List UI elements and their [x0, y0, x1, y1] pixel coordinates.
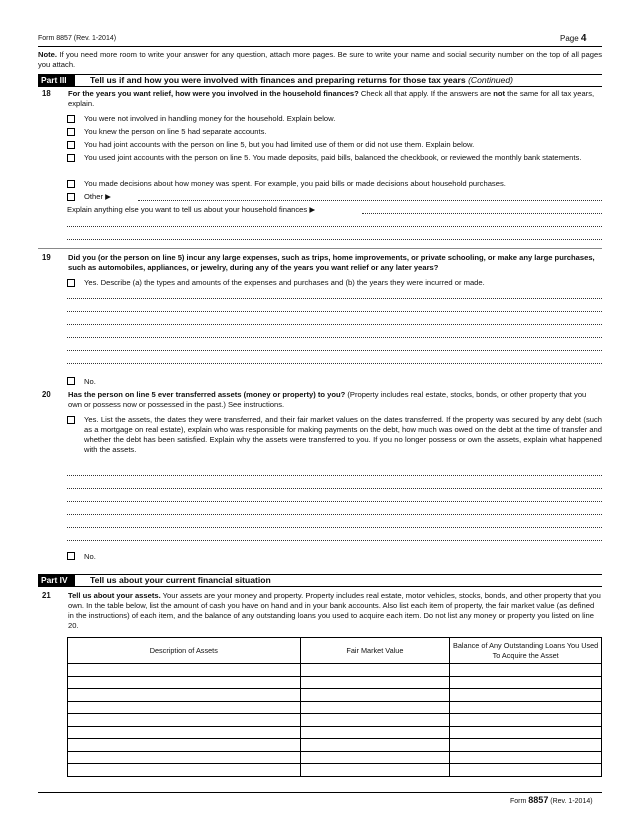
part3-label: Part III	[38, 75, 75, 86]
assets-header-description: Description of Assets	[68, 638, 301, 664]
q18-option-4-checkbox[interactable]	[67, 154, 75, 162]
q21-number: 21	[42, 591, 51, 600]
q20-yes-checkbox[interactable]	[67, 416, 75, 424]
q20-line-1[interactable]	[67, 475, 602, 476]
assets-header-loan-balance: Balance of Any Outstanding Loans You Used To Acquire the Asset	[450, 638, 602, 664]
q18-option-2-label: You knew the person on line 5 had separate accounts.	[84, 127, 267, 136]
part4-title: Tell us about your current financial situation	[90, 575, 271, 585]
q18-option-5-label: You made decisions about how money was spent. For example, you paid bills or made decisions about household purchases.	[84, 179, 506, 188]
table-row	[68, 701, 602, 714]
loan-cell[interactable]	[450, 739, 602, 752]
q18-explain-line-1[interactable]	[362, 213, 602, 214]
q20-line-5[interactable]	[67, 527, 602, 528]
table-row	[68, 676, 602, 689]
loan-cell[interactable]	[450, 701, 602, 714]
fmv-cell[interactable]	[300, 739, 450, 752]
q20-number: 20	[42, 390, 51, 399]
fmv-cell[interactable]	[300, 764, 450, 777]
q18-other-line[interactable]	[138, 200, 602, 201]
table-row	[68, 714, 602, 727]
q18-option-3-label: You had joint accounts with the person on line 5, but you had limited use of them or did not use them. Explain below.	[84, 140, 475, 149]
q19-yes-label: Yes. Describe (a) the types and amounts of the expenses and purchases and (b) the years they were incurred or made.	[84, 278, 485, 287]
assets-table	[67, 637, 602, 777]
fmv-cell[interactable]	[300, 751, 450, 764]
part4-label: Part IV	[38, 575, 75, 586]
description-cell[interactable]	[68, 689, 301, 702]
description-cell[interactable]	[68, 676, 301, 689]
q18-text: For the years you want relief, how were you involved in the household finances? Check all that apply. If the answers are not the same for all tax years, explain.	[68, 89, 595, 109]
q20-no-checkbox[interactable]	[67, 552, 75, 560]
part3-title: Tell us if and how you were involved with finances and preparing returns for those tax years (Continued)	[90, 75, 513, 85]
q19-line-5[interactable]	[67, 350, 602, 351]
q20-text: Has the person on line 5 ever transferred assets (money or property) to you? (Property includes real estate, stocks, bonds, or other property that you own or possess now or possessed in the past.) See instructions.	[68, 390, 587, 410]
q19-text: Did you (or the person on line 5) incur any large expenses, such as trips, home improvements, or private schooling, or make any large purchases, such as automobiles, appliances, or jewelry, during any of the years you want relief or any later years?	[68, 253, 595, 273]
q19-no-label: No.	[84, 377, 96, 386]
description-cell[interactable]	[68, 664, 301, 677]
assets-header-fmv: Fair Market Value	[300, 638, 450, 664]
description-cell[interactable]	[68, 701, 301, 714]
fmv-cell[interactable]	[300, 714, 450, 727]
description-cell[interactable]	[68, 726, 301, 739]
q18-other-label: Other ▶	[84, 192, 111, 201]
header-rule	[38, 46, 602, 47]
loan-cell[interactable]	[450, 664, 602, 677]
q19-line-4[interactable]	[67, 337, 602, 338]
q21-text: Tell us about your assets. Your assets are your money and property. Property includes real estate, motor vehicles, stocks, bonds, and other property that you own. In the table below, list the amount of cash you have on hand and in your bank accounts. Also list each item of property, the fair market value (as defined in the instructions) of each item, and the balance of any outstanding loans you used to acquire each item. Do not list any money or property you listed on line 20.	[68, 591, 601, 631]
fmv-cell[interactable]	[300, 689, 450, 702]
loan-cell[interactable]	[450, 676, 602, 689]
loan-cell[interactable]	[450, 689, 602, 702]
q18-option-4-label: You used joint accounts with the person on line 5. You made deposits, paid bills, balanced the checkbook, or reviewed the monthly bank statements.	[84, 153, 582, 162]
q20-yes-label: Yes. List the assets, the dates they were transferred, and their fair market values on the dates transferred. If the property was secured by any debt (such as a mortgage on real estate), explain who was responsible for making payments on the debt, how much was owed on the debt at the time of transfer and whether the debt has been satisfied. Explain why the assets were transferred to you. If you no longer possess or own the assets, explain what happened with the assets.	[84, 415, 602, 455]
q18-option-2-checkbox[interactable]	[67, 128, 75, 136]
q18-explain-line-2[interactable]	[67, 226, 602, 227]
form-revision: Form 8857 (Rev. 1-2014)	[38, 35, 117, 42]
q20-line-3[interactable]	[67, 501, 602, 502]
q20-line-2[interactable]	[67, 488, 602, 489]
note-text: Note. If you need more room to write your answer for any question, attach more pages. Be sure to write your name and social security number on the top of all pages you attach.	[38, 50, 602, 70]
fmv-cell[interactable]	[300, 664, 450, 677]
q20-line-6[interactable]	[67, 540, 602, 541]
loan-cell[interactable]	[450, 751, 602, 764]
q18-number: 18	[42, 89, 51, 98]
q19-yes-checkbox[interactable]	[67, 279, 75, 287]
q20-no-label: No.	[84, 552, 96, 561]
q18-option-3-checkbox[interactable]	[67, 141, 75, 149]
q18-explain-label: Explain anything else you want to tell us about your household finances ▶	[67, 205, 316, 214]
table-row	[68, 739, 602, 752]
description-cell[interactable]	[68, 764, 301, 777]
q18-option-5-checkbox[interactable]	[67, 180, 75, 188]
q18-other-checkbox[interactable]	[67, 193, 75, 201]
q18-option-1-label: You were not involved in handling money for the household. Explain below.	[84, 114, 336, 123]
description-cell[interactable]	[68, 751, 301, 764]
loan-cell[interactable]	[450, 726, 602, 739]
table-row	[68, 726, 602, 739]
q19-number: 19	[42, 253, 51, 262]
q18-option-1-checkbox[interactable]	[67, 115, 75, 123]
q19-line-6[interactable]	[67, 363, 602, 364]
fmv-cell[interactable]	[300, 676, 450, 689]
table-row	[68, 664, 602, 677]
page-number: Page 4	[560, 33, 587, 44]
table-row	[68, 764, 602, 777]
q19-no-checkbox[interactable]	[67, 377, 75, 385]
part4-header	[38, 574, 602, 587]
q20-line-4[interactable]	[67, 514, 602, 515]
footer-form-id: Form 8857 (Rev. 1-2014)	[510, 795, 593, 805]
loan-cell[interactable]	[450, 714, 602, 727]
table-row	[68, 751, 602, 764]
footer-rule	[38, 792, 602, 793]
description-cell[interactable]	[68, 714, 301, 727]
table-row	[68, 689, 602, 702]
q19-line-3[interactable]	[67, 324, 602, 325]
q19-line-1[interactable]	[67, 298, 602, 299]
q18-divider	[38, 248, 602, 249]
q18-explain-line-3[interactable]	[67, 239, 602, 240]
q19-line-2[interactable]	[67, 311, 602, 312]
fmv-cell[interactable]	[300, 726, 450, 739]
part3-header	[38, 74, 602, 87]
description-cell[interactable]	[68, 739, 301, 752]
loan-cell[interactable]	[450, 764, 602, 777]
fmv-cell[interactable]	[300, 701, 450, 714]
